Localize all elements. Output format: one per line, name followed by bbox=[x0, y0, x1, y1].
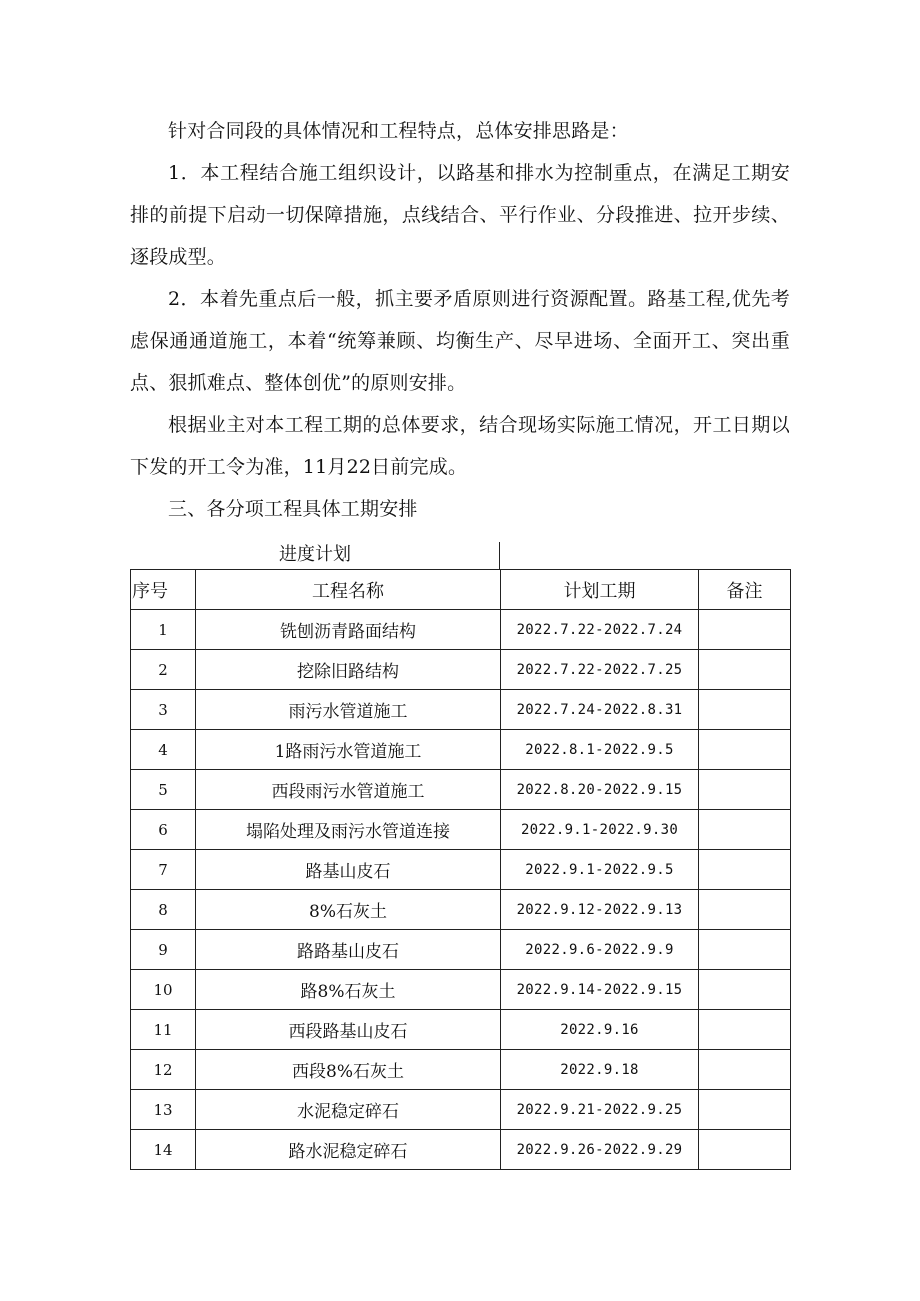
row-note-cell bbox=[699, 890, 791, 930]
intro-paragraph: 针对合同段的具体情况和工程特点，总体安排思路是： bbox=[168, 120, 629, 142]
row-name-cell: 路水泥稳定碎石 bbox=[196, 1130, 501, 1170]
table-row bbox=[131, 770, 791, 810]
row-no-cell: 2 bbox=[131, 650, 196, 690]
row-no-cell: 12 bbox=[131, 1050, 196, 1090]
section-heading: 三、各分项工程具体工期安排 bbox=[168, 498, 418, 520]
row-period-cell: 2022.9.18 bbox=[501, 1050, 699, 1090]
row-no-cell: 8 bbox=[131, 890, 196, 930]
row-note-cell bbox=[699, 650, 791, 690]
table-row bbox=[131, 690, 791, 730]
table-row bbox=[131, 650, 791, 690]
row-note-cell bbox=[699, 810, 791, 850]
row-name-cell: 8%石灰土 bbox=[196, 890, 501, 930]
table-row bbox=[131, 1090, 791, 1130]
row-no-cell: 13 bbox=[131, 1090, 196, 1130]
row-note-cell bbox=[699, 770, 791, 810]
row-no-cell: 10 bbox=[131, 970, 196, 1010]
row-period-cell: 2022.8.20-2022.9.15 bbox=[501, 770, 699, 810]
table-row bbox=[131, 1050, 791, 1090]
row-note-cell bbox=[699, 730, 791, 770]
row-no-cell: 14 bbox=[131, 1130, 196, 1170]
row-name-cell: 路路基山皮石 bbox=[196, 930, 501, 970]
table-body bbox=[131, 610, 791, 1170]
row-period-cell: 2022.9.1-2022.9.30 bbox=[501, 810, 699, 850]
row-period-cell: 2022.8.1-2022.9.5 bbox=[501, 730, 699, 770]
row-no-cell: 6 bbox=[131, 810, 196, 850]
table-row bbox=[131, 970, 791, 1010]
row-note-cell bbox=[699, 930, 791, 970]
row-name-cell: 路8%石灰土 bbox=[196, 970, 501, 1010]
table-row bbox=[131, 810, 791, 850]
row-note-cell bbox=[699, 1010, 791, 1050]
row-name-cell: 西段路基山皮石 bbox=[196, 1010, 501, 1050]
row-note-cell bbox=[699, 1130, 791, 1170]
table-row bbox=[131, 890, 791, 930]
row-name-cell: 西段8%石灰土 bbox=[196, 1050, 501, 1090]
row-no-cell: 11 bbox=[131, 1010, 196, 1050]
table-row bbox=[131, 610, 791, 650]
row-note-cell bbox=[699, 850, 791, 890]
row-note-cell bbox=[699, 970, 791, 1010]
row-period-cell: 2022.9.6-2022.9.9 bbox=[501, 930, 699, 970]
row-period-cell: 2022.9.12-2022.9.13 bbox=[501, 890, 699, 930]
row-note-cell bbox=[699, 690, 791, 730]
point-2-paragraph: 2．本着先重点后一般，抓主要矛盾原则进行资源配置。路基工程,优先考虑保通通道施工，本着“统筹兼顾、均衡生产、尽早进场、全面开工、突出重点、狠抓难点、整体创优”的原则安排。 bbox=[130, 288, 790, 394]
row-period-cell: 2022.9.1-2022.9.5 bbox=[501, 850, 699, 890]
row-note-cell bbox=[699, 610, 791, 650]
row-no-cell: 4 bbox=[131, 730, 196, 770]
header-no: 序号 bbox=[131, 570, 196, 610]
row-name-cell: 塌陷处理及雨污水管道连接 bbox=[196, 810, 501, 850]
row-period-cell: 2022.9.26-2022.9.29 bbox=[501, 1130, 699, 1170]
table-header-row bbox=[131, 570, 791, 610]
row-name-cell: 雨污水管道施工 bbox=[196, 690, 501, 730]
caption-divider bbox=[499, 542, 500, 570]
schedule-table bbox=[130, 569, 791, 1170]
table-caption: 进度计划 bbox=[279, 544, 351, 565]
table-row bbox=[131, 1130, 791, 1170]
row-name-cell: 西段雨污水管道施工 bbox=[196, 770, 501, 810]
row-note-cell bbox=[699, 1050, 791, 1090]
table-row bbox=[131, 850, 791, 890]
row-note-cell bbox=[699, 1090, 791, 1130]
table-row bbox=[131, 930, 791, 970]
row-no-cell: 5 bbox=[131, 770, 196, 810]
row-no-cell: 1 bbox=[131, 610, 196, 650]
row-period-cell: 2022.9.14-2022.9.15 bbox=[501, 970, 699, 1010]
point-1-paragraph: 1．本工程结合施工组织设计，以路基和排水为控制重点，在满足工期安排的前提下启动一切保障措施，点线结合、平行作业、分段推进、拉开步续、逐段成型。 bbox=[130, 162, 790, 268]
row-period-cell: 2022.9.16 bbox=[501, 1010, 699, 1050]
header-note: 备注 bbox=[699, 570, 791, 610]
row-no-cell: 7 bbox=[131, 850, 196, 890]
header-period: 计划工期 bbox=[501, 570, 699, 610]
table-row bbox=[131, 1010, 791, 1050]
row-period-cell: 2022.9.21-2022.9.25 bbox=[501, 1090, 699, 1130]
row-name-cell: 路基山皮石 bbox=[196, 850, 501, 890]
row-no-cell: 3 bbox=[131, 690, 196, 730]
schedule-note-paragraph: 根据业主对本工程工期的总体要求，结合现场实际施工情况，开工日期以下发的开工令为准，11月22日前完成。 bbox=[130, 414, 790, 478]
header-name: 工程名称 bbox=[196, 570, 501, 610]
row-name-cell: 1路雨污水管道施工 bbox=[196, 730, 501, 770]
row-period-cell: 2022.7.22-2022.7.25 bbox=[501, 650, 699, 690]
row-no-cell: 9 bbox=[131, 930, 196, 970]
table-row bbox=[131, 730, 791, 770]
row-period-cell: 2022.7.22-2022.7.24 bbox=[501, 610, 699, 650]
row-name-cell: 挖除旧路结构 bbox=[196, 650, 501, 690]
row-period-cell: 2022.7.24-2022.8.31 bbox=[501, 690, 699, 730]
row-name-cell: 水泥稳定碎石 bbox=[196, 1090, 501, 1130]
row-name-cell: 铣刨沥青路面结构 bbox=[196, 610, 501, 650]
